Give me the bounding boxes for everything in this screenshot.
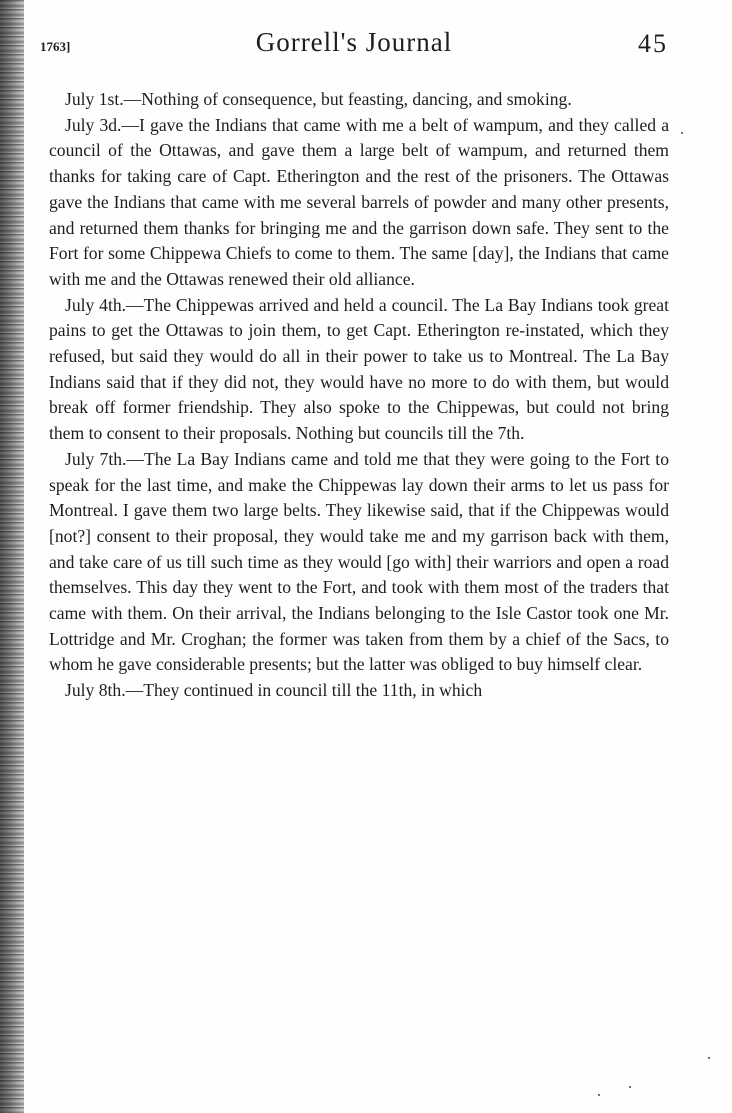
- paragraph-july-8: July 8th.—They continued in council till the 11th, in which: [65, 680, 483, 701]
- journal-body: [49, 87, 669, 704]
- paper-speck: [598, 1094, 600, 1096]
- paragraph-july-4: July 4th.—The Chippewas arrived and held a council. The La Bay Indians took great pains to get the Ottawas to join them, to get Capt. Etherington re-instated, which they refused, but said they would do all in their power to take us to Montreal. The La Bay Indians said that if they did not, they would have no more to do with them, but would break off former friendship. They also spoke to the Chippewas, but could not bring them to consent to their proposals. Nothing but councils till the 7th.: [49, 294, 669, 444]
- header-title: Gorrell's Journal: [255, 27, 453, 57]
- header-year: 1763]: [40, 39, 71, 54]
- running-header: [40, 24, 668, 68]
- paper-speck: [681, 132, 683, 134]
- book-binding-edge: [0, 0, 24, 1113]
- paragraph-july-1: July 1st.—Nothing of consequence, but feasting, dancing, and smoking.: [65, 89, 572, 109]
- paper-speck: [629, 1086, 631, 1088]
- paragraph-july-7: July 7th.—The La Bay Indians came and told me that they were going to the Fort to speak for the last time, and make the Chippewas lay down their arms to let us pass for Montreal. I gave them two large belts. They likewise said, that if the Chippewas would [not?] consent to their proposal, they would take me and my garrison back with them, and take care of us till such time as they would [go with] their warriors and open a road themselves. This day they went to the Fort, and took with them most of the traders that came with them. On their arrival, the Indians belonging to the Isle Castor took one Mr. Lottridge and Mr. Croghan; the former was taken from them by a chief of the Sacs, to whom he gave considerable presents; but the latter was obliged to buy himself clear.: [49, 448, 669, 675]
- page-number: 45: [638, 29, 668, 58]
- paper-speck: [708, 1057, 710, 1059]
- paragraph-july-3: July 3d.—I gave the Indians that came with me a belt of wampum, and they called a council of the Ottawas, and gave them a large belt of wampum, and returned them thanks for taking care of Capt. Etherington and the rest of the prisoners. The Ottawas gave the Indians that came with me several barrels of powder and many other presents, and returned them thanks for bringing me and the garrison down safe. They sent to the Fort for some Chippewa Chiefs to come to them. The same [day], the Indians that came with me and the Ottawas renewed their old alliance.: [49, 114, 669, 289]
